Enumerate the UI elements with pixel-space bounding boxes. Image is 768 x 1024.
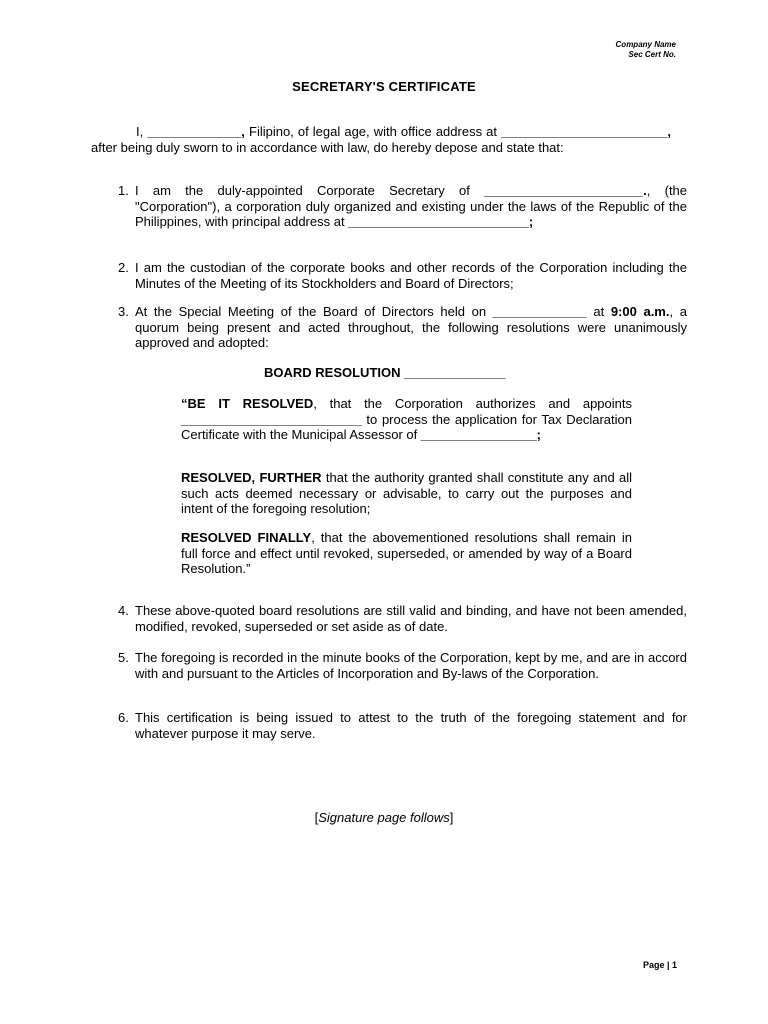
company-name: Company Name [615, 40, 676, 49]
meeting-time: 9:00 a.m. [610, 304, 670, 319]
sec-cert-no: Sec Cert No. [628, 50, 676, 59]
numbered-item-6: 6. This certification is being issued to attest to the truth of the foregoing statement and for whatever purpose it may serve. [118, 710, 687, 741]
name-blank: _____________, [147, 124, 245, 139]
intro-paragraph: I, _____________, Filipino, of legal age, with office address at _______________________, after being duly sworn to in accordance with law, do hereby depose and state that: [91, 124, 671, 155]
numbered-item-4: 4. These above-quoted board resolutions are still valid and binding, and have not been amended, modified, revoked, superseded or set aside as of date. [118, 603, 687, 634]
resolution-number-blank: ______________ [404, 365, 506, 380]
signature-page-note: [Signature page follows] [314, 810, 454, 825]
municipality-blank: ________________; [420, 427, 541, 442]
office-address-blank: _______________________, [501, 124, 671, 139]
resolution-further: RESOLVED, FURTHER that the authority granted shall constitute any and all such acts deemed necessary or advisable, to carry out the purposes and intent of the foregoing resolution; [181, 470, 633, 516]
numbered-item-2: 2. I am the custodian of the corporate books and other records of the Corporation including the Minutes of the Meeting of its Stockholders and Board of Directors; [118, 260, 687, 291]
page-number: Page | 1 [642, 960, 677, 970]
appointee-blank: _________________________ [181, 411, 362, 427]
principal-address-blank: _________________________; [348, 214, 534, 229]
resolution-finally: RESOLVED FINALLY, that the abovementioned resolutions shall remain in full force and effect until revoked, superseded, or amended by way of a Board Resolution.” [181, 530, 632, 576]
corporation-name-blank: ______________________. [484, 183, 647, 198]
numbered-item-5: 5. The foregoing is recorded in the minute books of the Corporation, kept by me, and are in accord with and pursuant to the Articles of Incorporation and By-laws of the Corporation. [118, 650, 687, 681]
numbered-item-1: 1. I am the duly-appointed Corporate Secretary of ______________________., (the "Corporation"), a corporation duly organized and existing under the laws of the Republic of the Philippines, with principal address at _________________________; [118, 183, 688, 229]
resolution-be-it-resolved: “BE IT RESOLVED, that the Corporation authorizes and appoints _________________________ to process the application for Tax Declaration Certificate with the Municipal Assessor of ________________; [181, 396, 632, 442]
document-title: SECRETARY'S CERTIFICATE [292, 79, 476, 94]
numbered-item-3: 3. At the Special Meeting of the Board of Directors held on _____________ at 9:00 a.m., a quorum being present and acted throughout, the following resolutions were unanimously approved and adopted: [118, 304, 687, 350]
document-header [616, 40, 676, 60]
board-resolution-title: BOARD RESOLUTION ______________ [264, 365, 506, 380]
meeting-date-blank: _____________ [492, 304, 587, 319]
